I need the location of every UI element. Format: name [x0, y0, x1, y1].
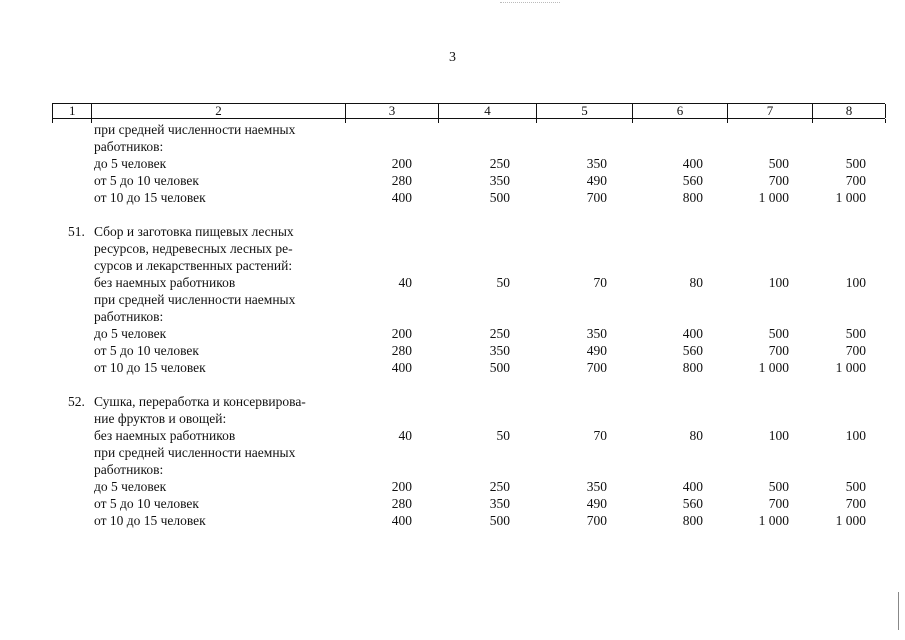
column-divider-tick	[91, 119, 92, 123]
value-cell-col-4: 350	[489, 173, 510, 188]
table-row	[0, 240, 905, 257]
row-label: Сбор и заготовка пищевых лесных	[94, 224, 294, 239]
value-cell-col-5: 350	[586, 156, 607, 171]
column-divider-tick	[812, 119, 813, 123]
row-label: ние фруктов и овощей:	[94, 411, 227, 426]
header-cell-col-3: 3	[346, 104, 439, 118]
value-cell-col-3: 400	[391, 513, 412, 528]
table-row	[0, 427, 905, 444]
value-cell-col-8: 100	[845, 275, 866, 290]
table-row	[0, 172, 905, 189]
value-cell-col-6: 80	[689, 275, 703, 290]
table-row	[0, 223, 905, 240]
table-row	[0, 495, 905, 512]
value-cell-col-3: 200	[391, 156, 412, 171]
value-cell-col-6: 800	[682, 513, 703, 528]
value-cell-col-5: 700	[586, 190, 607, 205]
value-cell-col-7: 1 000	[758, 190, 789, 205]
value-cell-col-6: 400	[682, 156, 703, 171]
value-cell-col-4: 350	[489, 343, 510, 358]
row-label: от 5 до 10 человек	[94, 496, 199, 511]
column-divider-tick	[438, 119, 439, 123]
row-label: работников:	[94, 462, 164, 477]
scan-edge-mark	[898, 592, 899, 630]
value-cell-col-3: 200	[391, 479, 412, 494]
value-cell-col-4: 250	[489, 479, 510, 494]
value-cell-col-6: 400	[682, 326, 703, 341]
value-cell-col-6: 400	[682, 479, 703, 494]
column-divider-tick	[52, 119, 53, 123]
row-label: работников:	[94, 309, 164, 324]
value-cell-col-3: 40	[398, 275, 412, 290]
row-label: работников:	[94, 139, 164, 154]
row-label: ресурсов, недревесных лесных ре-	[94, 241, 293, 256]
value-cell-col-8: 500	[845, 326, 866, 341]
value-cell-col-6: 80	[689, 428, 703, 443]
value-cell-col-7: 500	[768, 479, 789, 494]
value-cell-col-8: 700	[845, 496, 866, 511]
value-cell-col-4: 350	[489, 496, 510, 511]
value-cell-col-4: 50	[496, 275, 510, 290]
value-cell-col-7: 1 000	[758, 360, 789, 375]
header-cell-col-7: 7	[728, 104, 813, 118]
value-cell-col-5: 350	[586, 326, 607, 341]
table-header-row	[52, 103, 885, 119]
row-label: от 10 до 15 человек	[94, 513, 206, 528]
table-row	[0, 478, 905, 495]
value-cell-col-5: 490	[586, 343, 607, 358]
value-cell-col-3: 280	[391, 343, 412, 358]
header-cell-col-5: 5	[537, 104, 633, 118]
table-row	[0, 342, 905, 359]
header-cell-col-6: 6	[633, 104, 728, 118]
value-cell-col-7: 700	[768, 343, 789, 358]
row-label: от 10 до 15 человек	[94, 360, 206, 375]
header-cell-col-1: 1	[53, 104, 92, 118]
value-cell-col-4: 500	[489, 190, 510, 205]
value-cell-col-8: 1 000	[835, 513, 866, 528]
table-row	[0, 512, 905, 529]
table-row	[0, 291, 905, 308]
value-cell-col-5: 70	[593, 428, 607, 443]
value-cell-col-8: 700	[845, 343, 866, 358]
value-cell-col-8: 500	[845, 479, 866, 494]
value-cell-col-3: 40	[398, 428, 412, 443]
column-divider-tick	[345, 119, 346, 123]
table-row	[0, 274, 905, 291]
row-label: при средней численности наемных	[94, 292, 296, 307]
table-row	[0, 138, 905, 155]
row-label: до 5 человек	[94, 156, 167, 171]
table-row	[0, 257, 905, 274]
column-divider-tick	[727, 119, 728, 123]
value-cell-col-7: 100	[768, 275, 789, 290]
value-cell-col-6: 560	[682, 496, 703, 511]
value-cell-col-5: 700	[586, 513, 607, 528]
value-cell-col-5: 700	[586, 360, 607, 375]
value-cell-col-4: 500	[489, 513, 510, 528]
item-number: 52.	[68, 394, 85, 409]
page-number: 3	[449, 50, 456, 65]
header-cell-col-2: 2	[92, 104, 346, 118]
header-cell-col-8: 8	[813, 104, 886, 118]
row-label: до 5 человек	[94, 479, 167, 494]
value-cell-col-3: 280	[391, 496, 412, 511]
value-cell-col-7: 500	[768, 326, 789, 341]
table-row	[0, 121, 905, 138]
value-cell-col-4: 500	[489, 360, 510, 375]
table-row	[0, 325, 905, 342]
column-divider-tick	[536, 119, 537, 123]
value-cell-col-8: 1 000	[835, 190, 866, 205]
value-cell-col-5: 350	[586, 479, 607, 494]
header-cell-col-4: 4	[439, 104, 537, 118]
value-cell-col-8: 1 000	[835, 360, 866, 375]
value-cell-col-5: 70	[593, 275, 607, 290]
row-label: Сушка, переработка и консервирова-	[94, 394, 306, 409]
value-cell-col-7: 700	[768, 173, 789, 188]
value-cell-col-6: 800	[682, 360, 703, 375]
row-label: до 5 человек	[94, 326, 167, 341]
value-cell-col-3: 400	[391, 190, 412, 205]
value-cell-col-6: 800	[682, 190, 703, 205]
value-cell-col-8: 500	[845, 156, 866, 171]
value-cell-col-3: 280	[391, 173, 412, 188]
table-row	[0, 155, 905, 172]
value-cell-col-8: 700	[845, 173, 866, 188]
value-cell-col-3: 200	[391, 326, 412, 341]
value-cell-col-4: 250	[489, 156, 510, 171]
value-cell-col-5: 490	[586, 173, 607, 188]
row-label: сурсов и лекарственных растений:	[94, 258, 293, 273]
value-cell-col-6: 560	[682, 173, 703, 188]
column-divider-tick	[885, 119, 886, 123]
row-label: при средней численности наемных	[94, 445, 296, 460]
table-row	[0, 308, 905, 325]
row-label: без наемных работников	[94, 428, 236, 443]
table-row	[0, 189, 905, 206]
row-label: при средней численности наемных	[94, 122, 296, 137]
value-cell-col-7: 100	[768, 428, 789, 443]
scan-artifact	[500, 2, 560, 4]
table-row	[0, 393, 905, 410]
row-label: без наемных работников	[94, 275, 236, 290]
value-cell-col-5: 490	[586, 496, 607, 511]
value-cell-col-4: 250	[489, 326, 510, 341]
table-row	[0, 359, 905, 376]
row-label: от 5 до 10 человек	[94, 343, 199, 358]
column-divider-tick	[632, 119, 633, 123]
value-cell-col-3: 400	[391, 360, 412, 375]
value-cell-col-8: 100	[845, 428, 866, 443]
value-cell-col-6: 560	[682, 343, 703, 358]
row-label: от 10 до 15 человек	[94, 190, 206, 205]
value-cell-col-7: 700	[768, 496, 789, 511]
row-label: от 5 до 10 человек	[94, 173, 199, 188]
value-cell-col-7: 500	[768, 156, 789, 171]
value-cell-col-7: 1 000	[758, 513, 789, 528]
item-number: 51.	[68, 224, 85, 239]
table-row	[0, 461, 905, 478]
table-row	[0, 410, 905, 427]
table-row	[0, 444, 905, 461]
value-cell-col-4: 50	[496, 428, 510, 443]
